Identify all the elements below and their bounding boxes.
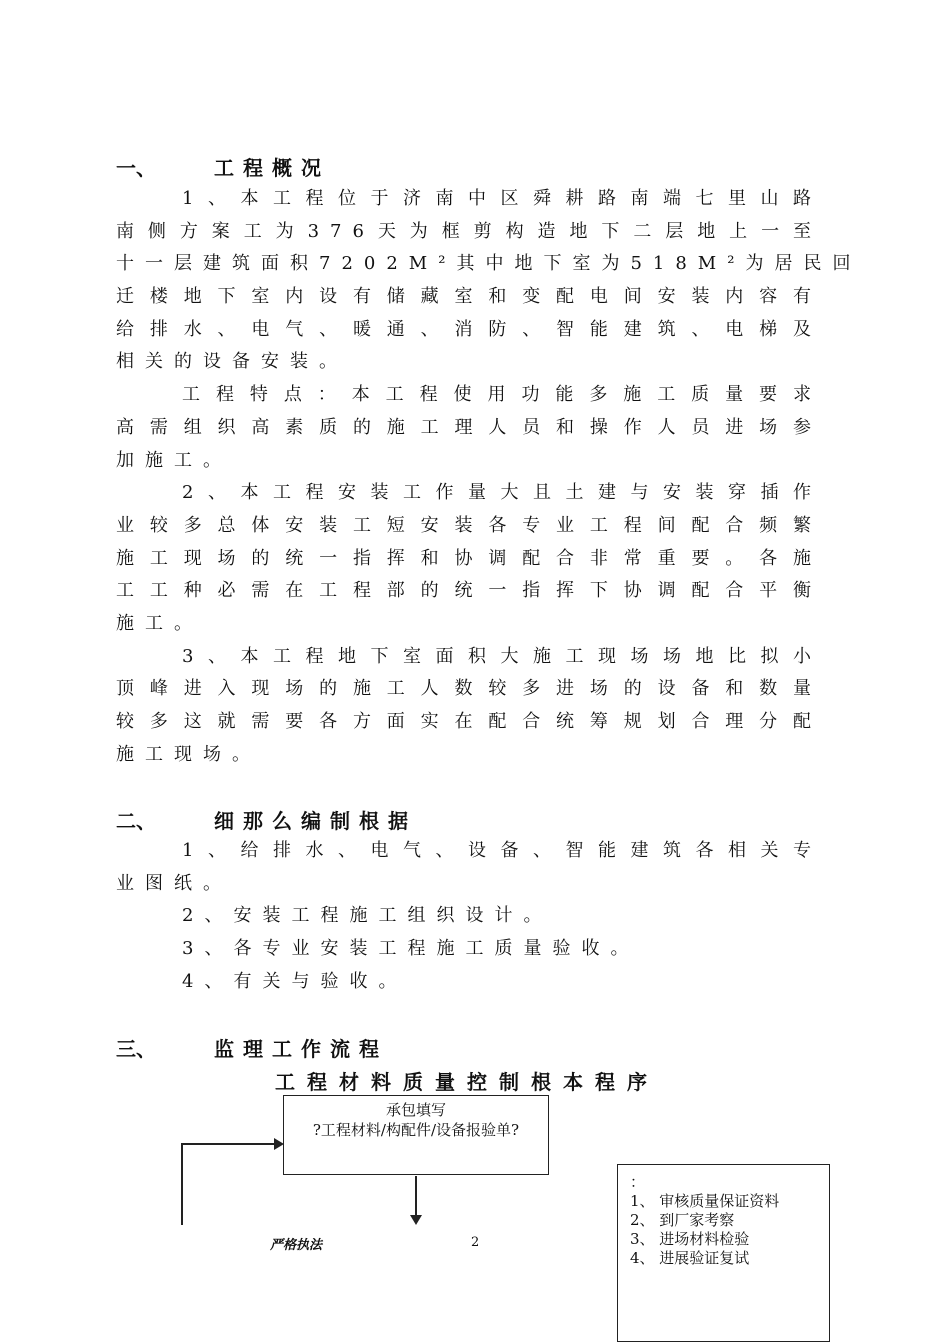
section-2-title: 细那么编制根据: [214, 809, 417, 833]
section-3-heading: [116, 1033, 388, 1062]
section-2-list: [116, 835, 822, 998]
text-line: 十一层建筑面积7202M²其中地下室为518M²为居民回: [116, 253, 862, 275]
text-line: 较多这就需要各方面实在配合统筹规划合理分配: [116, 711, 822, 732]
footer-slogan: 严格执法: [270, 1238, 323, 1253]
checklist-item: 3、 进场材料检验: [630, 1230, 750, 1248]
page-number: 2: [471, 1235, 480, 1250]
section-2-heading: [116, 805, 417, 834]
checklist-head: ：: [630, 1173, 646, 1191]
text-line: 工工种必需在工程部的统一指挥下协调配合平衡: [116, 580, 822, 602]
list-item: 业图纸。: [116, 872, 232, 894]
text-line: 加施工。: [116, 449, 232, 471]
section-1-number: 一、: [116, 156, 156, 180]
text-line: 工程特点：本工程使用功能多施工质量要求: [182, 384, 822, 406]
section-3-title: 监理工作流程: [214, 1037, 388, 1061]
text-line: 1、本工程位于济南中区舜耕路南端七里山路: [182, 188, 822, 209]
section-2-number: 二、: [116, 809, 156, 833]
text-line: 给排水、电气、暖通、消防、智能建筑、电梯及: [116, 318, 822, 340]
text-line: 相关的设备安装。: [116, 351, 348, 373]
list-item: 1、给排水、电气、设备、智能建筑各相关专: [182, 840, 822, 861]
section-1-title: 工程概况: [214, 156, 330, 180]
arrow-down-icon: [410, 1215, 422, 1225]
text-line: 2、本工程安装工作量大且土建与安装穿插作: [182, 482, 822, 504]
text-line: 南侧方案工为376天为框剪构造地下二层地上一至: [116, 220, 822, 242]
text-line: 3、本工程地下室面积大施工现场场地比拟小: [182, 645, 822, 667]
flowchart-box-application: [283, 1095, 549, 1175]
text-line: 施工。: [116, 612, 203, 634]
flow-connector-down: [415, 1176, 417, 1218]
arrow-right-icon: [274, 1138, 284, 1150]
list-item: 3、各专业安装工程施工质量验收。: [182, 938, 640, 960]
list-item: 2、安装工程施工组织设计。: [182, 905, 553, 927]
text-line: 施工现场。: [116, 743, 261, 765]
box-line: 承包填写: [385, 1101, 446, 1119]
section-1-paragraph-1: [116, 183, 862, 771]
text-line: 业较多总体安装工短安装各专业工程间配合频繁: [116, 514, 822, 536]
flowchart-title: 工程材料质量控制根本程序: [275, 1070, 659, 1094]
flowchart-box-checklist: [617, 1164, 830, 1342]
text-line: 施工现场的统一指挥和协调配合非常重要。各施: [116, 547, 822, 569]
checklist-item: 2、 到厂家考察: [630, 1211, 735, 1229]
section-1-heading: [116, 152, 330, 181]
section-3-number: 三、: [116, 1037, 156, 1061]
box-line: ?工程材料/构配件/设备报验单?: [312, 1121, 520, 1139]
list-item: 4、有关与验收。: [182, 970, 408, 992]
text-line: 顶峰进入现场的施工人数较多进场的设备和数量: [116, 678, 822, 700]
flow-connector-vertical: [181, 1143, 183, 1225]
checklist-item: 4、 进展验证复试: [630, 1249, 750, 1267]
flow-connector-horizontal: [181, 1143, 277, 1145]
text-line: 高需组织高素质的施工理人员和操作人员进场参: [116, 416, 822, 438]
text-line: 迁楼地下室内设有储藏室和变配电间安装内容有: [116, 286, 822, 308]
checklist-item: 1、 审核质量保证资料: [630, 1192, 780, 1210]
